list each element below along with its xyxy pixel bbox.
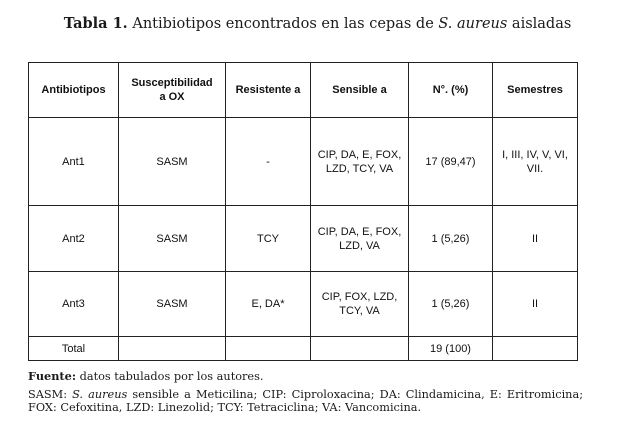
- abbr-species: S. aureus: [72, 388, 128, 402]
- source-text: datos tabulados por los autores.: [76, 370, 264, 383]
- header-susceptibilidad-line2: a OX: [159, 91, 185, 103]
- cell-susceptibilidad: SASM: [119, 206, 226, 272]
- cell-sensible: [311, 206, 409, 272]
- table-caption: [0, 15, 635, 32]
- header-semestres: Semestres: [493, 63, 578, 118]
- cell-sensible: [311, 118, 409, 206]
- cell-sensible-line1: CIP, DA, E, FOX,: [317, 148, 402, 161]
- cell-antibiotipo: Ant2: [29, 206, 119, 272]
- source-note: [28, 370, 583, 383]
- cell-sensible-line2: LZD, VA: [339, 239, 380, 252]
- cell-numero: 17 (89,47): [409, 118, 493, 206]
- caption-text-after: aisladas: [507, 16, 572, 32]
- table-row: [29, 206, 578, 272]
- abbreviations-note: [28, 388, 583, 414]
- antibiotype-table: [28, 62, 578, 361]
- table-row: [29, 118, 578, 206]
- cell-sensible: [311, 272, 409, 337]
- cell-semestres: I, III, IV, V, VI, VII.: [493, 118, 578, 206]
- cell-sensible-line2: LZD, TCY, VA: [325, 162, 394, 175]
- cell-susceptibilidad: SASM: [119, 118, 226, 206]
- cell-empty: [311, 337, 409, 361]
- cell-semestres: II: [493, 272, 578, 337]
- cell-total-label: Total: [29, 337, 119, 361]
- header-antibiotipos: Antibiotipos: [29, 63, 119, 118]
- cell-resistente: E, DA*: [226, 272, 311, 337]
- cell-total-numero: 19 (100): [409, 337, 493, 361]
- caption-species: S. aureus: [438, 16, 508, 32]
- cell-antibiotipo: Ant3: [29, 272, 119, 337]
- abbr-rest: sensible a Meticilina; CIP: Ciproloxacina; DA: Clindamicina, E: Eritromicina; FOX: Cefoxitina, LZD: Linezolid; TCY: Tetraciclina; VA: Vancomicina.: [28, 388, 583, 415]
- header-susceptibilidad-line1: Susceptibilidad: [131, 77, 213, 89]
- caption-text-before: Antibiotipos encontrados en las cepas de: [127, 16, 439, 32]
- table-header-row: [29, 63, 578, 118]
- cell-resistente: TCY: [226, 206, 311, 272]
- header-resistente: Resistente a: [226, 63, 311, 118]
- table-total-row: [29, 337, 578, 361]
- cell-antibiotipo: Ant1: [29, 118, 119, 206]
- cell-numero: 1 (5,26): [409, 272, 493, 337]
- cell-sensible-line1: CIP, DA, E, FOX,: [317, 225, 402, 238]
- abbr-start: SASM:: [28, 388, 73, 402]
- cell-numero: 1 (5,26): [409, 206, 493, 272]
- table-notes: [28, 370, 583, 415]
- cell-resistente: -: [226, 118, 311, 206]
- cell-empty: [119, 337, 226, 361]
- source-label: Fuente:: [28, 369, 77, 383]
- header-numero: N°. (%): [409, 63, 493, 118]
- header-sensible: Sensible a: [311, 63, 409, 118]
- caption-label: Tabla 1.: [63, 15, 128, 32]
- table-row: [29, 272, 578, 337]
- header-susceptibilidad: [119, 63, 226, 118]
- cell-sensible-line1: CIP, FOX, LZD,: [321, 291, 398, 303]
- cell-empty: [493, 337, 578, 361]
- cell-susceptibilidad: SASM: [119, 272, 226, 337]
- cell-semestres: II: [493, 206, 578, 272]
- cell-empty: [226, 337, 311, 361]
- cell-sensible-line2: TCY, VA: [339, 305, 380, 317]
